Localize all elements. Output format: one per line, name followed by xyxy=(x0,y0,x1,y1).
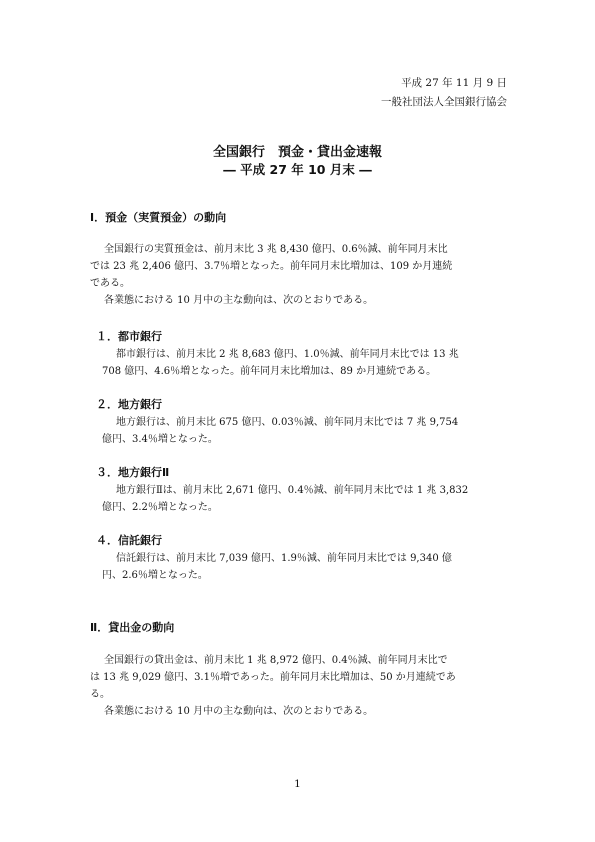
subsection-heading-regional-banks: ２．地方銀行 xyxy=(96,398,162,411)
paragraph-line: では 23 兆 2,406 億円、3.7％増となった。前年同月末比増加は、109 か月連続 xyxy=(90,261,453,272)
paragraph-line: である。 xyxy=(90,278,130,289)
paragraph-line: 信託銀行は、前月末比 7,039 億円、1.9％減、前年同月末比では 9,340 億 xyxy=(116,553,452,564)
paragraph-line: 各業態における 10 月中の主な動向は、次のとおりである。 xyxy=(104,295,374,306)
paragraph-line: 億円、2.2％増となった。 xyxy=(102,502,218,513)
paragraph-line: 全国銀行の実質預金は、前月末比 3 兆 8,430 億円、0.6％減、前年同月末比 xyxy=(104,244,448,255)
paragraph-line: 地方銀行は、前月末比 675 億円、0.03％減、前年同月末比では 7 兆 9,754 xyxy=(116,417,459,428)
subsection-heading-city-banks: １．都市銀行 xyxy=(96,330,162,343)
section-heading-loans: Ⅱ．貸出金の動向 xyxy=(90,621,175,634)
section-heading-deposits: Ⅰ．預金（実質預金）の動向 xyxy=(90,211,227,224)
paragraph-line: 円、2.6％増となった。 xyxy=(102,570,208,581)
document-date: 平成 27 年 11 月 9 日 xyxy=(401,77,507,89)
paragraph-line: は 13 兆 9,029 億円、3.1％増であった。前年同月末比増加は、50 か月連続であ xyxy=(90,672,456,683)
paragraph-line: 708 億円、4.6％増となった。前年同月末比増加は、89 か月連続である。 xyxy=(102,366,437,377)
paragraph-line: 億円、3.4％増となった。 xyxy=(102,434,218,445)
paragraph-line: 全国銀行の貸出金は、前月末比 1 兆 8,972 億円、0.4％減、前年同月末比で xyxy=(104,655,448,666)
issuing-organization: 一般社団法人全国銀行協会 xyxy=(381,96,507,108)
paragraph-line: 都市銀行は、前月末比 2 兆 8,683 億円、1.0％減、前年同月末比では 13 兆 xyxy=(116,349,459,360)
page-number: 1 xyxy=(294,778,301,790)
document-title: 全国銀行 預金・貸出金速報 xyxy=(212,145,382,160)
document-subtitle: ― 平成 27 年 10 月末 ― xyxy=(223,162,372,177)
subsection-heading-regional-banks-ii: ３．地方銀行Ⅱ xyxy=(96,466,170,479)
paragraph-line: 地方銀行Ⅱは、前月末比 2,671 億円、0.4％減、前年同月末比では 1 兆 3,832 xyxy=(116,485,469,496)
paragraph-line: 各業態における 10 月中の主な動向は、次のとおりである。 xyxy=(104,706,374,717)
subsection-heading-trust-banks: ４．信託銀行 xyxy=(96,534,162,547)
paragraph-line: る。 xyxy=(90,689,110,700)
